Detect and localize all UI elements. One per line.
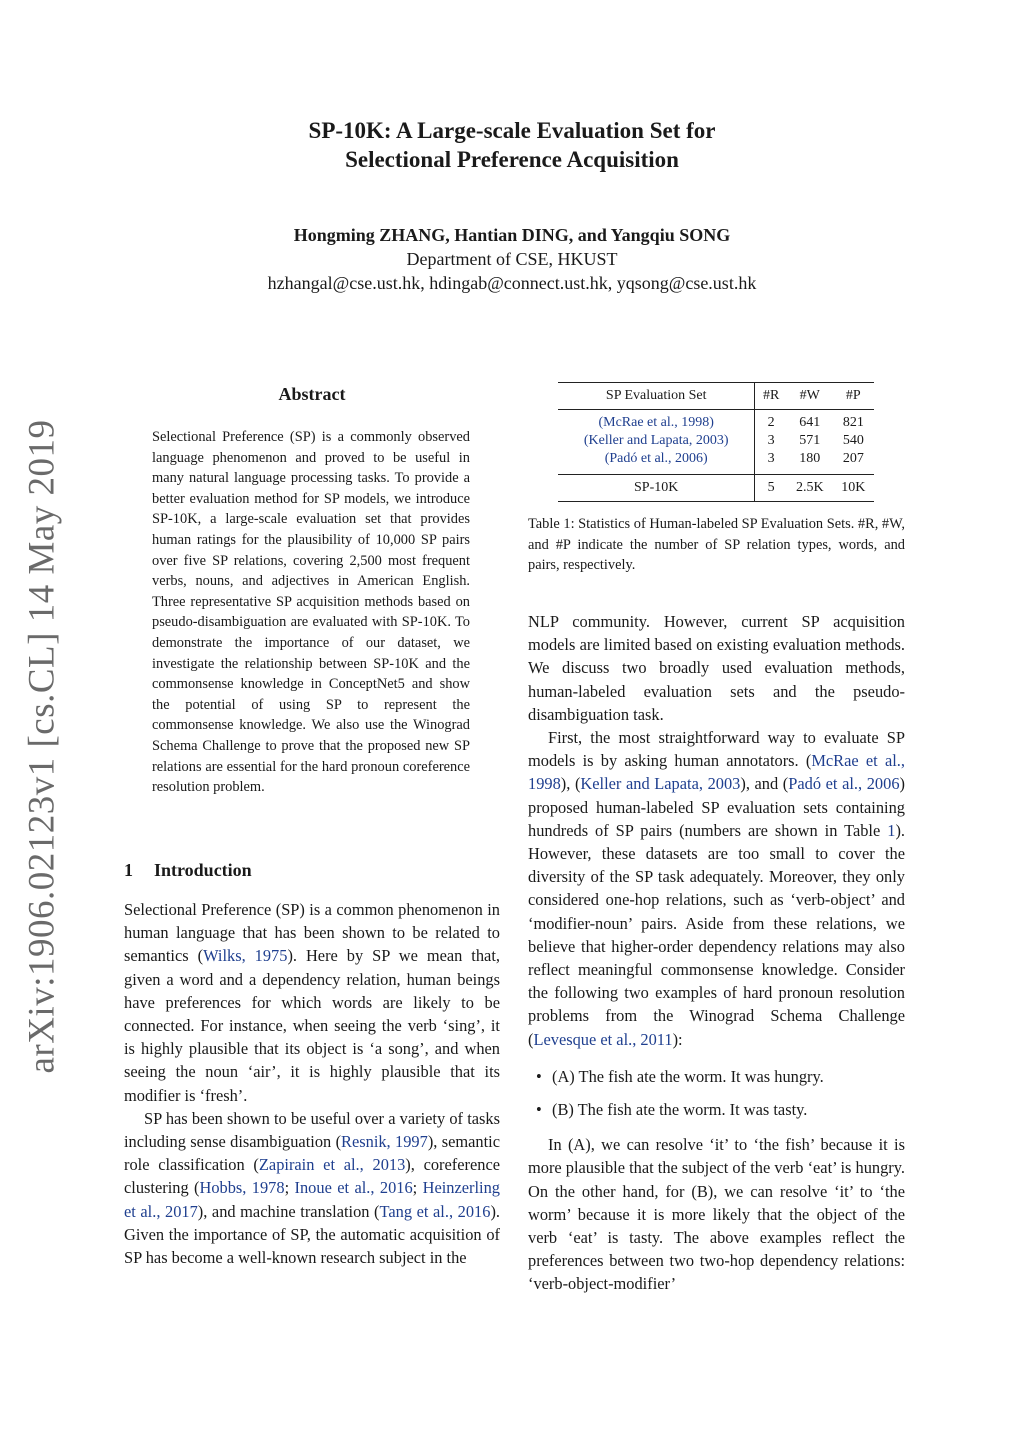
- table-caption: Table 1: Statistics of Human-labeled SP Evaluation Sets. #R, #W, and #P indicate the number of SP relation types, words, and pairs, respectively.: [528, 516, 905, 574]
- table-header-cell: SP Evaluation Set: [558, 383, 755, 410]
- table-1: [558, 382, 874, 502]
- title-line-2: Selectional Preference Acquisition: [345, 147, 679, 172]
- citation-link[interactable]: Heinzerling et al., 2017: [124, 1178, 500, 1221]
- citation-link[interactable]: (Keller and Lapata, 2003): [583, 433, 729, 448]
- table-cell: 180: [799, 451, 821, 466]
- paper-title: [0, 116, 1024, 174]
- table-total-row: [558, 475, 874, 502]
- table-cell: SP-10K: [558, 475, 755, 502]
- body-paragraph: [528, 726, 905, 1051]
- table-cell: 540: [842, 433, 864, 448]
- left-column-body: [124, 898, 500, 1269]
- text-run: ). However, these datasets are too small to cover the diversity of the SP task adequately. Moreover, they only considered one-hop relations, such as ‘verb-object’ and ‘modifier-noun’ pairs. Aside from these relations, we believe that higher-order dependency relations may also reflect meaningful commonsense knowledge. Consider the following two examples of hard pronoun resolution problems from the Winograd Schema Challenge (: [528, 820, 905, 1049]
- arxiv-stamp: [18, 418, 66, 1074]
- citation-link[interactable]: Resnik, 1997: [341, 1132, 428, 1152]
- example-a: (A) The fish ate the worm. It was hungry.: [552, 1066, 824, 1086]
- text-run: Selectional Preference (SP) is a common phenomenon in human language that has been shown to be related to semantics (: [124, 900, 500, 966]
- bullet-icon: •: [536, 1100, 542, 1120]
- text-run: ), semantic role classification (: [124, 1132, 500, 1175]
- list-item: [528, 1098, 905, 1121]
- text-run: ), coreference clustering (: [124, 1155, 500, 1198]
- section-title: Introduction: [154, 860, 252, 880]
- table-cell: 5: [755, 475, 787, 502]
- table-row: [558, 450, 874, 475]
- table-header-row: [558, 383, 874, 410]
- citation-link[interactable]: Padó et al., 2006: [788, 774, 900, 794]
- text-run: ). Here by SP we mean that, given a word and a dependency relation, human beings have preferences for which words are likely to be connected. For instance, when seeing the verb ‘sing’, it is highly plausible that its object is ‘a song’, and when seeing the noun ‘air’, it is highly plausible that its modifier is ‘fresh’.: [124, 946, 500, 1105]
- table-header-cell: #P: [833, 383, 874, 410]
- table-cell: 571: [799, 433, 821, 448]
- abstract-text: Selectional Preference (SP) is a commonly observed language phenomenon and proved to be useful in many natural language processing tasks. To provide a better evaluation method for SP models, we introduce SP-10K, a large-scale evaluation set that provides human ratings for the plausibility of 10,000 SP pairs over five SP relations, covering 2,500 most frequent verbs, nouns, and adjectives in American English. Three representative SP acquisition methods based on pseudo-disambiguation are evaluated with SP-10K. To demonstrate the importance of our dataset, we investigate the relationship between SP-10K and the commonsense knowledge in ConceptNet5 and show the potential of using SP to represent the commonsense knowledge. We also use the Winograd Schema Challenge to prove that the proposed new SP relations are essential for the hard pronoun coreference resolution problem.: [152, 429, 470, 796]
- example-list: [528, 1065, 905, 1121]
- sp-evaluation-table: [558, 382, 874, 502]
- section-heading-introduction: [124, 860, 252, 881]
- intro-paragraph-2: [124, 1107, 500, 1269]
- table-header-cell: #W: [787, 383, 833, 410]
- section-number: 1: [124, 860, 133, 880]
- table-cell: [558, 410, 755, 433]
- example-b: (B) The fish ate the worm. It was tasty.: [552, 1100, 808, 1120]
- text-run: SP has been shown to be useful over a variety of tasks including sense disambiguation (: [124, 1108, 500, 1152]
- table-cell: [558, 432, 755, 450]
- body-paragraph: In (A), we can resolve ‘it’ to ‘the fish’ because it is more plausible that the subject of the verb ‘eat’ is hungry. On the other hand, for (B), we can resolve ‘it’ to ‘the worm’ because it is more likely that the object of the verb ‘eat’ is tasty. The above examples reflect the preferences between two two-hop dependency relations: ‘verb-object-modifier’: [528, 1135, 905, 1294]
- author-affiliation: Department of CSE, HKUST: [406, 249, 618, 269]
- citation-link[interactable]: Keller and Lapata, 2003: [580, 774, 741, 794]
- citation-link[interactable]: (McRae et al., 1998): [598, 415, 714, 430]
- citation-link[interactable]: (Padó et al., 2006): [604, 451, 708, 466]
- arxiv-stamp-text: arXiv:1906.02123v1 [cs.CL] 14 May 2019: [21, 418, 63, 1074]
- citation-link[interactable]: Tang et al., 2016: [379, 1201, 491, 1221]
- author-emails: hzhangal@cse.ust.hk, hdingab@connect.ust.hk, yqsong@cse.ust.hk: [267, 273, 757, 293]
- table-cell: 2.5K: [787, 475, 833, 502]
- list-item: [528, 1065, 905, 1088]
- text-run: ), and machine translation (: [197, 1201, 380, 1221]
- right-column-body: [528, 610, 905, 1296]
- text-run: First, the most straightforward way to evaluate SP models is by asking human annotators. (: [528, 728, 905, 771]
- citation-link[interactable]: Wilks, 1975: [203, 946, 288, 966]
- text-run: ;: [412, 1178, 423, 1198]
- text-run: ), (: [560, 774, 581, 794]
- table-cell: 207: [842, 451, 864, 466]
- text-run: ). Given the importance of SP, the automatic acquisition of SP has become a well-known research subject in the: [124, 1201, 500, 1268]
- table-cell: 3: [767, 451, 775, 466]
- citation-link[interactable]: Zapirain et al., 2013: [258, 1155, 406, 1175]
- table-cell: [558, 450, 755, 475]
- intro-paragraph-1: [124, 898, 500, 1107]
- table-cell: 10K: [833, 475, 874, 502]
- table-cell: 821: [842, 415, 864, 430]
- citation-link[interactable]: Levesque et al., 2011: [533, 1029, 673, 1049]
- author-names: Hongming ZHANG, Hantian DING, and Yangqiu SONG: [293, 225, 731, 245]
- table-header-cell: #R: [755, 383, 787, 410]
- table-row: [558, 410, 874, 433]
- text-run: ):: [672, 1029, 683, 1049]
- table-reference-link[interactable]: 1: [887, 820, 896, 840]
- table-cell: 2: [767, 415, 775, 430]
- table-cell: 641: [799, 415, 821, 430]
- citation-link[interactable]: Hobbs, 1978: [199, 1178, 285, 1198]
- table-row: [558, 432, 874, 450]
- body-paragraph: NLP community. However, current SP acquisition models are limited based on existing evaluation methods. We discuss two broadly used evaluation methods, human-labeled evaluation sets and the pseudo-disambiguation task.: [528, 612, 905, 724]
- title-line-1: SP-10K: A Large-scale Evaluation Set for: [308, 118, 716, 143]
- text-run: ) proposed human-labeled SP evaluation sets containing hundreds of SP pairs (numbers are shown in Table: [528, 774, 905, 840]
- abstract-heading: Abstract: [278, 384, 346, 404]
- bullet-icon: •: [536, 1066, 542, 1086]
- text-run: ;: [284, 1178, 295, 1198]
- text-run: ), and (: [740, 774, 789, 794]
- citation-link[interactable]: McRae et al., 1998: [528, 751, 905, 794]
- citation-link[interactable]: Inoue et al., 2016: [294, 1178, 413, 1198]
- table-cell: 3: [767, 433, 775, 448]
- author-block: [0, 223, 1024, 295]
